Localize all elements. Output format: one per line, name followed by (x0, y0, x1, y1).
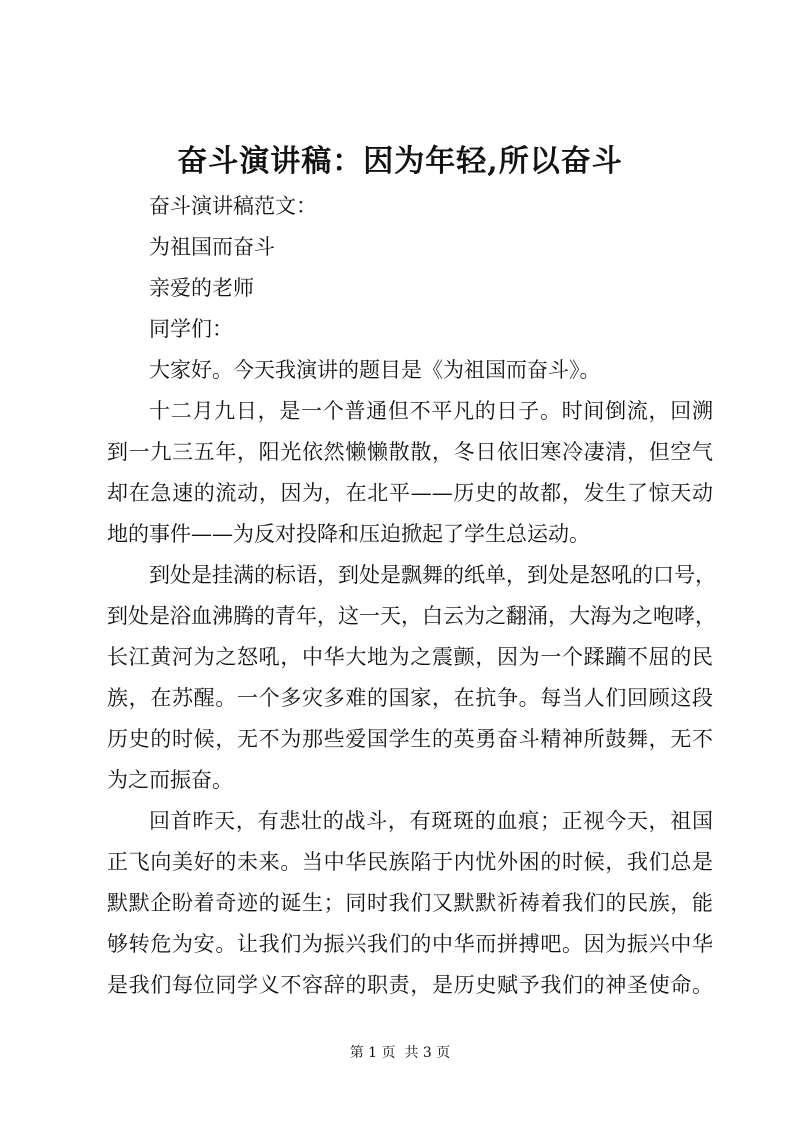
body-line: 为之而振奋。 (107, 768, 233, 792)
body-line: 族，在苏醒。一个多灾多难的国家，在抗争。每当人们回顾这段 (107, 686, 713, 710)
document-title: 奋斗演讲稿：因为年轻,所以奋斗 (177, 144, 623, 179)
body-line: 长江黄河为之怒吼，中华大地为之震颤，因为一个蹂躏不屈的民 (107, 645, 713, 669)
body-line: 历史的时候，无不为那些爱国学生的英勇奋斗精神所鼓舞，无不 (107, 727, 713, 751)
body-line: 回首昨天，有悲壮的战斗，有斑斑的血痕；正视今天，祖国 (149, 809, 713, 833)
body-line: 十二月九日，是一个普通但不平凡的日子。时间倒流，回溯 (149, 399, 713, 423)
body-line: 亲爱的老师 (149, 276, 254, 300)
body-line: 同学们： (149, 317, 233, 341)
body-line: 却在急速的流动，因为，在北平——历史的故都，发生了惊天动 (107, 481, 713, 505)
body-line: 大家好。今天我演讲的题目是《为祖国而奋斗》。 (149, 358, 601, 382)
page-number-label: 第 1 页 共 3 页 (349, 1045, 451, 1061)
body-line: 为祖国而奋斗 (149, 235, 275, 259)
body-line: 到处是挂满的标语，到处是飘舞的纸单，到处是怒吼的口号， (149, 563, 716, 587)
body-line: 是我们每位同学义不容辞的职责，是历史赋予我们的神圣使命。 (107, 973, 713, 997)
body-line: 正飞向美好的未来。当中华民族陷于内忧外困的时候，我们总是 (107, 850, 713, 874)
page-footer (0, 1043, 800, 1063)
body-line: 够转危为安。让我们为振兴我们的中华而拼搏吧。因为振兴中华 (107, 932, 713, 956)
body-line: 到一九三五年，阳光依然懒懒散散，冬日依旧寒冷凄清，但空气 (107, 440, 713, 464)
document-body (107, 186, 716, 1006)
body-line: 地的事件——为反对投降和压迫掀起了学生总运动。 (107, 522, 590, 546)
body-line: 奋斗演讲稿范文： (149, 194, 317, 218)
body-line: 默默企盼着奇迹的诞生；同时我们又默默祈祷着我们的民族，能 (107, 891, 713, 915)
body-line: 到处是浴血沸腾的青年，这一天，白云为之翻涌，大海为之咆哮， (107, 604, 716, 628)
